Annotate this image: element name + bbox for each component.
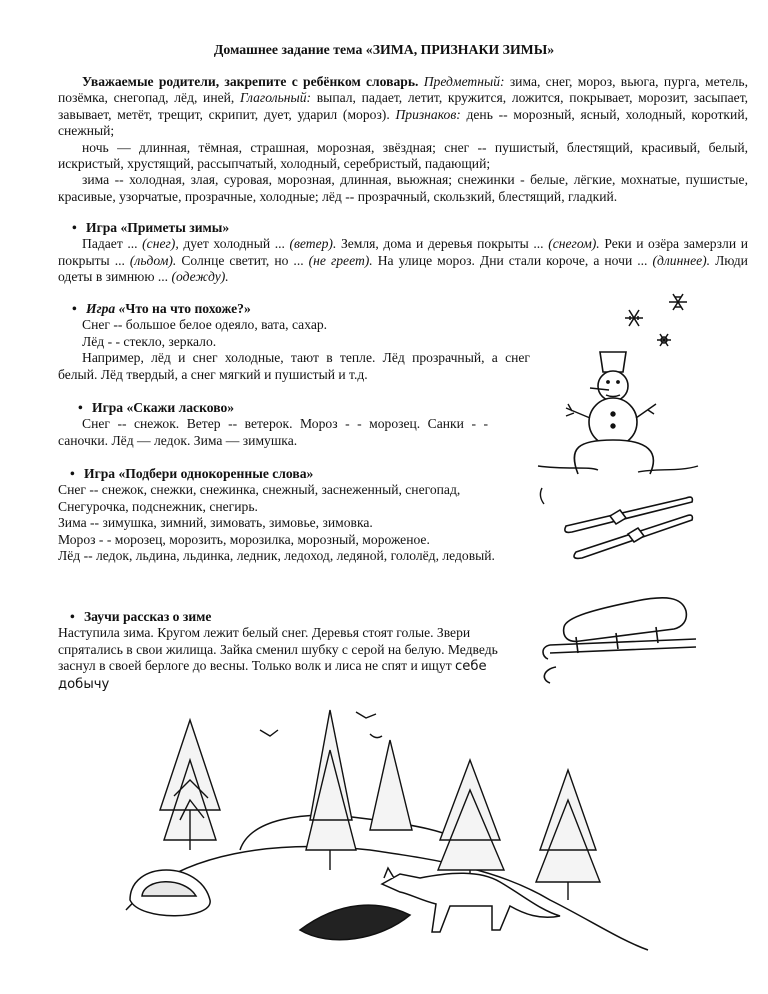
- similar-line-3: Например, лёд и снег холодные, тают в тепле. Лёд прозрачный, а снег белый. Лёд твердый, а снег мягкий и пушистый и т.д.: [58, 350, 530, 382]
- sign-night: ночь — длинная, тёмная, страшная, морозная, звёздная; снег -- пушистый, блестящий, красивый, белый, искристый, хрустящий, рассыпчатый, холодный, серебристый, падающий;: [58, 139, 748, 172]
- verb-words: выпал, падает, летит, кружится, ложится, покрывает, морозит, засыпает, завывает, метёт, трещит, скрипит, дует, ударил (мороз).: [58, 90, 749, 122]
- signs-section: [58, 220, 748, 286]
- fir-tree: [536, 770, 600, 882]
- skis-illustration: [536, 482, 698, 560]
- bucket-hat: [600, 352, 626, 372]
- gentle-heading: • Игра «Скажи ласково»: [78, 400, 235, 415]
- roots-section: [58, 466, 512, 564]
- snowflake-icon: [669, 294, 687, 310]
- subject-words: зима, снег, мороз, вьюга, пурга, метель, позёмка, снегопад, лёд, иней,: [58, 74, 748, 106]
- roots-line-3: Мороз - - морозец, морозить, морозилка, морозный, мороженое.: [58, 531, 430, 547]
- fir-tree: [438, 760, 504, 870]
- similar-line-1: Снег -- большое белое одеяло, вата, сахар.: [82, 317, 328, 333]
- fox: [382, 868, 560, 932]
- vocabulary-section: [58, 74, 748, 205]
- roots-heading: • Игра «Подбери однокоренные слова»: [70, 466, 314, 481]
- page-title: Домашнее задание тема «ЗИМА, ПРИЗНАКИ ЗИМЫ»: [213, 42, 555, 57]
- winter-forest-illustration: [120, 700, 650, 986]
- similar-section: [58, 301, 530, 383]
- ice-pond: [300, 905, 410, 940]
- roots-line-4: Лёд -- ледок, льдина, льдинка, ледник, ледоход, ледяной, гололёд, ледовый.: [58, 548, 495, 564]
- snowman-illustration: [538, 348, 698, 488]
- roots-line-2: Зима -- зимушка, зимний, зимовать, зимовье, зимовка.: [58, 515, 373, 531]
- verb-label: Глагольный:: [240, 90, 312, 106]
- sign-winter: зима -- холодная, злая, суровая, морозная, длинная, вьюжная; снежинки - белые, лёгкие, мохнатые, пушистые, красивые, узорчатые, прозрачные, холодные; лёд -- прозрачный, скользкий, блестящий, гладкий.: [58, 172, 748, 204]
- sign-label: Признаков:: [395, 106, 461, 122]
- fir-tree: [370, 740, 412, 830]
- sign-day: день -- морозный, ясный, холодный, короткий, снежный;: [58, 106, 748, 139]
- signs-heading: • Игра «Приметы зимы»: [72, 220, 230, 235]
- subject-label: Предметный:: [423, 74, 505, 89]
- similar-heading: • Игра «Что на что похоже?»: [72, 301, 251, 316]
- sled-seat: [564, 598, 687, 642]
- story-section: [58, 609, 528, 693]
- similar-line-2: Лёд - - стекло, зеркало.: [82, 333, 217, 349]
- roots-line-1: Снег -- снежок, снежки, снежинка, снежный, заснеженный, снегопад, Снегурочка, подснежник, снегирь.: [58, 482, 461, 514]
- snowflake-icon: [625, 310, 643, 326]
- story-heading: • Заучи рассказ о зиме: [70, 609, 212, 624]
- snowman-body: [589, 398, 637, 446]
- gentle-section: [58, 400, 488, 449]
- fir-tree: [306, 710, 356, 850]
- parents-note: Уважаемые родители, закрепите с ребёнком словарь.: [82, 74, 419, 89]
- signs-text: Падает ... (снег), дует холодный ... (ветер). Земля, дома и деревья покрыты ... (снегом). Реки и озёра замерзли и покрыты ... (льдом). Солнце светит, но ... (не греет). На улице мороз. Дни стали короче, а ночи ... (длиннее). Люди одеты в зимнюю ... (одежду).: [58, 236, 748, 285]
- sled-illustration: [536, 587, 698, 692]
- snowflake-icon: [657, 334, 671, 346]
- vocabulary-paragraph: [58, 74, 748, 140]
- gentle-text: Снег -- снежок. Ветер -- ветерок. Мороз - - морозец. Санки - - саночки. Лёд — ледок. Зима — зимушка.: [58, 416, 488, 448]
- story-text: Наступила зима. Кругом лежит белый снег. Деревья стоят голые. Звери спрятались в свои жилища. Зайка сменил шубку с серой на белую. Медведь заснул в своей берлоге до весны. Только волк и лиса не спят и ищут себе добычу: [58, 625, 498, 692]
